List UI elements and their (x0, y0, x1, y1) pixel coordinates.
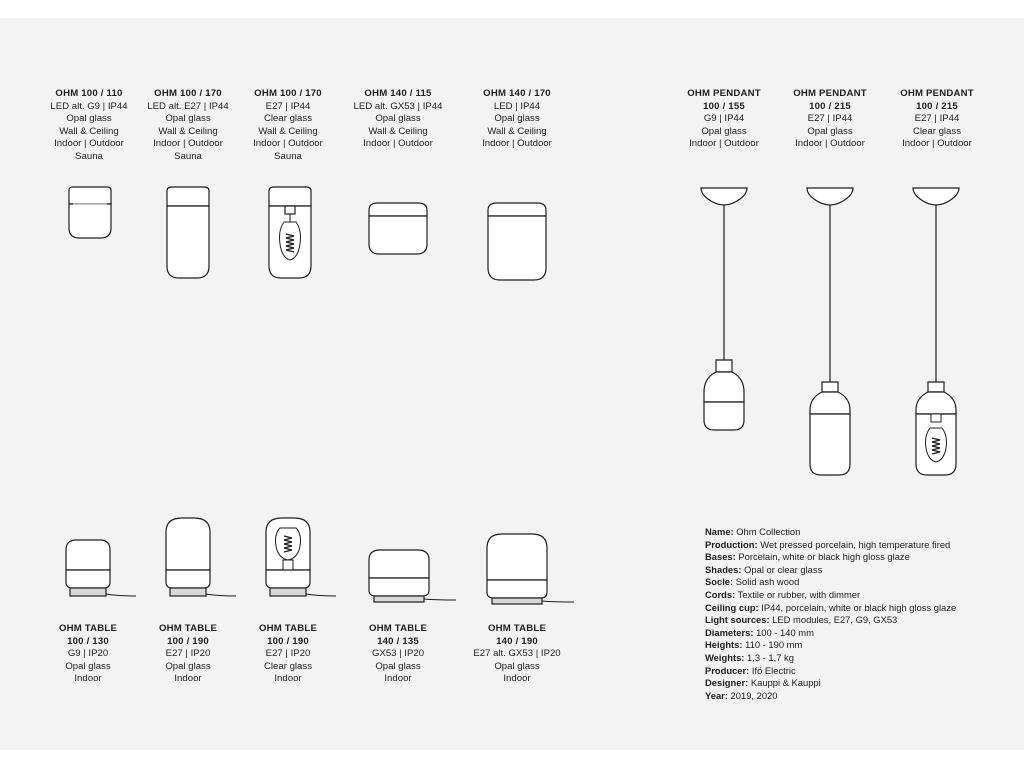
info-label: Designer: (705, 677, 749, 689)
spec-line: E27 | IP20 (265, 648, 311, 660)
spec-line: Indoor (384, 673, 412, 685)
info-row-producer (705, 665, 956, 678)
info-row-shades (705, 564, 956, 577)
info-row-designer (705, 677, 956, 690)
spec-title-size: 100 / 190 (267, 635, 309, 647)
spec-line: G9 | IP20 (67, 648, 109, 660)
spec-line: Wall & Ceiling (258, 125, 318, 137)
spec-title: OHM TABLE (487, 623, 547, 634)
info-label: Ceiling cup: (705, 601, 759, 613)
spec-line: Indoor | Outdoor (253, 138, 323, 150)
spec-line: Opal glass (494, 660, 540, 672)
info-value: 1,3 - 1,7 kg (747, 651, 794, 663)
info-row-diameters (705, 627, 956, 640)
spec-title: OHM PENDANT (900, 88, 974, 99)
lamp-drawing-table-140-190 (484, 530, 576, 602)
info-row-name (705, 526, 956, 539)
spec-line: E27 alt. GX53 | IP20 (473, 648, 561, 660)
info-label: Production: (705, 538, 758, 550)
spec-ohm-140-170 (474, 88, 560, 151)
spec-line: LED alt. G9 | IP44 (50, 100, 128, 112)
lamp-drawing-table-100-190-clear (262, 516, 338, 602)
info-value: 110 - 190 mm (745, 639, 803, 651)
spec-table-100-190-opal (148, 623, 228, 686)
info-value: Solid ash wood (735, 576, 800, 588)
spec-ohm-100-170-clear (245, 88, 331, 164)
spec-line: Indoor | Outdoor (54, 138, 124, 150)
spec-line: Wall & Ceiling (487, 125, 547, 137)
info-label: Diameters: (705, 626, 754, 638)
spec-line: Opal glass (165, 660, 211, 672)
spec-title-size: 140 / 190 (496, 635, 538, 647)
spec-line: Clear glass (264, 660, 312, 672)
spec-line: Indoor (174, 673, 202, 685)
spec-line: Sauna (274, 150, 302, 162)
spec-title: OHM TABLE (258, 623, 318, 634)
info-row-ceiling-cup (705, 602, 956, 615)
spec-title: OHM 100 / 170 (254, 88, 322, 99)
spec-line: Opal glass (375, 113, 421, 125)
spec-line: Opal glass (807, 125, 853, 137)
info-label: Producer: (705, 664, 750, 676)
spec-line: Wall & Ceiling (368, 125, 428, 137)
spec-table-140-135 (358, 623, 438, 686)
spec-ohm-100-170-opal (144, 88, 232, 164)
spec-line: Clear glass (913, 125, 961, 137)
spec-title-size: 140 / 135 (377, 635, 419, 647)
spec-table-100-130 (48, 623, 128, 686)
spec-title: OHM TABLE (368, 623, 428, 634)
info-label: Year: (705, 689, 728, 701)
info-label: Heights: (705, 639, 743, 651)
lamp-drawing-table-100-130 (62, 538, 138, 602)
info-value: Porcelain, white or black high gloss glaze (738, 551, 910, 563)
spec-title: OHM 100 / 110 (55, 88, 123, 99)
spec-line: Indoor (274, 673, 302, 685)
spec-title: OHM PENDANT (687, 88, 761, 99)
spec-title-size: 100 / 190 (167, 635, 209, 647)
info-value: LED modules, E27, G9, GX53 (772, 614, 898, 626)
spec-title-size: 100 / 215 (809, 100, 851, 112)
info-row-bases (705, 551, 956, 564)
spec-line: Sauna (174, 150, 202, 162)
info-value: Textile or rubber, with dimmer (737, 588, 861, 600)
lamp-drawing-ohm-100-110 (64, 186, 116, 242)
spec-line: Opal glass (165, 113, 211, 125)
spec-title: OHM 140 / 115 (364, 88, 432, 99)
spec-table-140-190 (466, 623, 568, 686)
lamp-drawing-pendant-100-215-clear (910, 186, 962, 482)
info-row-year (705, 690, 956, 703)
spec-line: Indoor | Outdoor (689, 138, 759, 150)
info-row-light-sources (705, 614, 956, 627)
spec-title: OHM PENDANT (793, 88, 867, 99)
spec-line: Indoor | Outdoor (902, 138, 972, 150)
info-row-socle (705, 576, 956, 589)
spec-line: E27 | IP20 (165, 648, 211, 660)
product-info (705, 526, 956, 702)
spec-line: G9 | IP44 (703, 113, 745, 125)
spec-title: OHM 140 / 170 (483, 88, 551, 99)
spec-line: Indoor | Outdoor (795, 138, 865, 150)
info-value: 100 - 140 mm (756, 626, 814, 638)
info-value: IP44, porcelain, white or black high gloss glaze (761, 601, 957, 613)
lamp-drawing-ohm-140-115 (366, 202, 430, 258)
info-row-weights (705, 652, 956, 665)
spec-line: Wall & Ceiling (158, 125, 218, 137)
spec-pendant-100-215-opal (785, 88, 875, 151)
spec-title-size: 100 / 130 (67, 635, 109, 647)
spec-line: Indoor | Outdoor (363, 138, 433, 150)
spec-line: Opal glass (375, 660, 421, 672)
info-label: Name: (705, 526, 734, 537)
spec-line: Indoor | Outdoor (153, 138, 223, 150)
spec-title: OHM 100 / 170 (154, 88, 222, 99)
spec-line: Clear glass (264, 113, 312, 125)
info-label: Socle: (705, 576, 734, 588)
info-row-production (705, 539, 956, 552)
info-label: Bases: (705, 551, 736, 563)
info-value: Ifö Electric (751, 664, 796, 676)
spec-ohm-140-115 (350, 88, 446, 151)
lamp-drawing-pendant-100-215-opal (804, 186, 856, 482)
spec-line: Indoor | Outdoor (482, 138, 552, 150)
info-value: 2019, 2020 (730, 689, 778, 701)
spec-line: LED alt. E27 | IP44 (147, 100, 229, 112)
spec-line: E27 | IP44 (807, 113, 853, 125)
info-label: Light sources: (705, 614, 770, 626)
lamp-drawing-ohm-100-170-clear (266, 186, 314, 282)
spec-title: OHM TABLE (58, 623, 118, 634)
spec-title-size: 100 / 155 (703, 100, 745, 112)
spec-line: LED alt. GX53 | IP44 (353, 100, 443, 112)
info-value: Opal or clear glass (744, 563, 823, 575)
lamp-drawing-table-100-190-opal (162, 516, 238, 602)
info-value: Ohm Collection (736, 526, 801, 537)
spec-line: Opal glass (66, 113, 112, 125)
spec-table-100-190-clear (248, 623, 328, 686)
catalog-page (0, 18, 1024, 750)
info-row-cords (705, 589, 956, 602)
spec-line: Opal glass (65, 660, 111, 672)
info-row-heights (705, 639, 956, 652)
spec-title-size: 100 / 215 (916, 100, 958, 112)
spec-line: Opal glass (494, 113, 540, 125)
lamp-drawing-pendant-100-155 (698, 186, 750, 436)
lamp-drawing-ohm-140-170 (485, 202, 549, 284)
spec-line: LED | IP44 (493, 100, 541, 112)
info-label: Shades: (705, 563, 742, 575)
spec-line: E27 | IP44 (914, 113, 960, 125)
spec-line: Indoor (74, 673, 102, 685)
spec-ohm-100-110 (48, 88, 130, 164)
spec-line: Indoor (503, 673, 531, 685)
spec-line: Sauna (75, 150, 103, 162)
spec-pendant-100-215-clear (892, 88, 982, 151)
spec-line: Wall & Ceiling (59, 125, 119, 137)
lamp-drawing-ohm-100-170-opal (164, 186, 212, 282)
spec-line: E27 | IP44 (265, 100, 311, 112)
spec-line: GX53 | IP20 (371, 648, 425, 660)
spec-line: Opal glass (701, 125, 747, 137)
info-value: Kauppi & Kauppi (750, 677, 821, 689)
info-value: Wet pressed porcelain, high temperature fired (760, 538, 951, 550)
lamp-drawing-table-140-135 (366, 546, 458, 602)
spec-pendant-100-155 (679, 88, 769, 151)
info-label: Cords: (705, 588, 736, 600)
spec-title: OHM TABLE (158, 623, 218, 634)
info-label: Weights: (705, 651, 745, 663)
